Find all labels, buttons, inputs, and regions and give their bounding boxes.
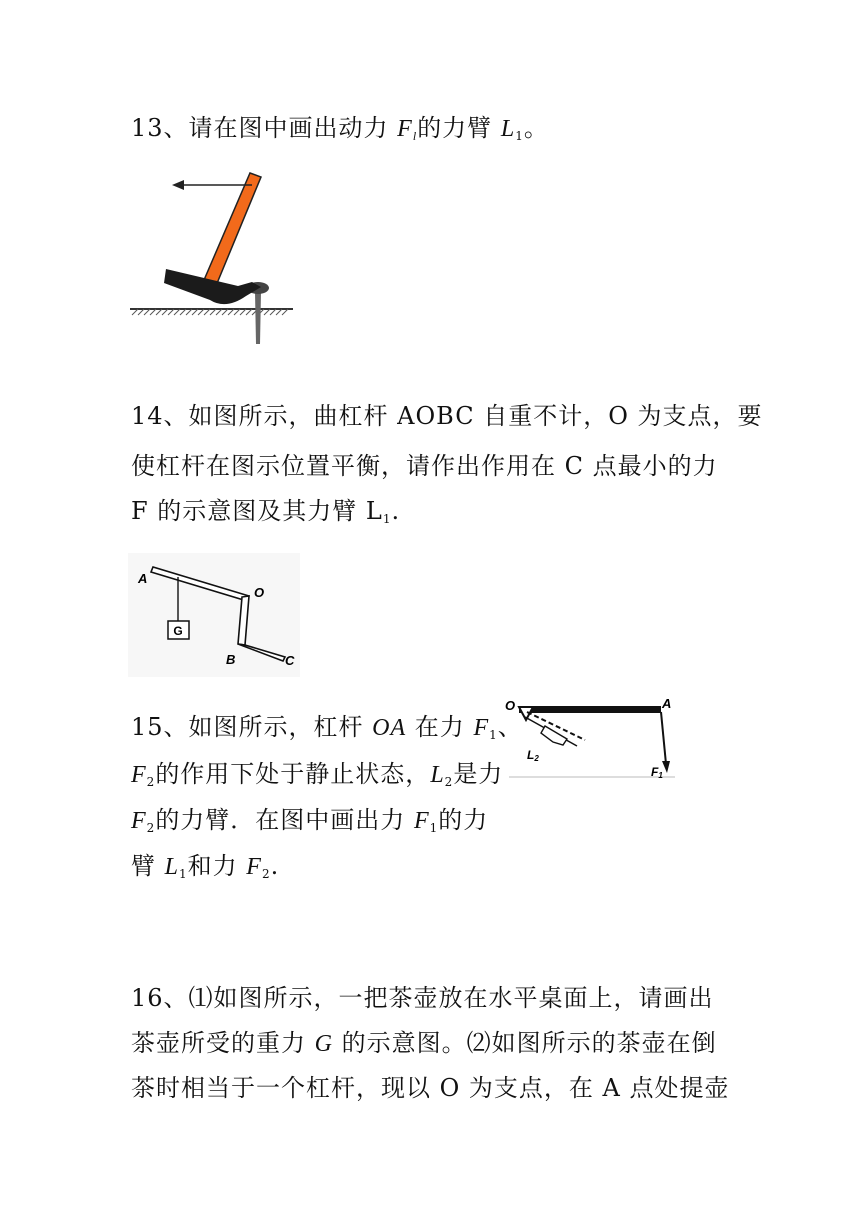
q13-arm-symbol: L [500, 116, 516, 142]
q15-line1-end: 、 [497, 713, 523, 741]
q15-label-f1: F1 [651, 765, 663, 780]
q14-line3-lead: F 的示意图及其力臂 L [131, 497, 383, 525]
q15-lever-oa [519, 706, 661, 713]
q15-line4-l: L [164, 854, 179, 880]
q15-line4-f: F [246, 854, 262, 880]
q16-line2 [131, 1027, 717, 1060]
q15-label-a: A [662, 696, 672, 711]
q16-line2-end: 的示意图。⑵如图所示的茶壶在倒 [332, 1029, 717, 1057]
q14-line3-end: . [391, 497, 401, 525]
q14-label-o: O [254, 585, 265, 600]
q14-label-g: G [173, 624, 183, 638]
q15-line1-lead: 15、如图所示，杠杆 [131, 713, 373, 741]
q15-line2-l-sub: 2 [444, 775, 454, 789]
q15-oa: OA [372, 715, 407, 741]
q16-line3-text: 茶时相当于一个杠杆，现以 O 为支点，在 A 点处提壶 [131, 1074, 730, 1102]
q15-line4-lead: 臂 [131, 852, 165, 880]
q15-label-o: O [505, 698, 516, 713]
q14-label-c: C [285, 653, 295, 668]
q15-label-l2: L2 [527, 748, 539, 763]
q15-line2-f: F [131, 762, 147, 788]
q15-line2-l: L [430, 762, 445, 788]
q15-f1-arrow-line [661, 712, 666, 764]
q15-line2-end: 是力 [453, 760, 504, 788]
q15-line1 [131, 711, 523, 744]
q14-line1-text: 14、如图所示，曲杠杆 AOBC 自重不计，O 为支点，要 [131, 402, 763, 430]
q13-nail [255, 292, 261, 344]
q15-line3-f: F [131, 808, 147, 834]
q15-line4-mid: 和力 [187, 852, 247, 880]
q15-lever-figure [505, 693, 685, 783]
q16-line1 [131, 982, 714, 1014]
q16-line3 [131, 1072, 730, 1104]
q15-line1-f: F [473, 715, 490, 741]
q13-force-arrow-head [172, 180, 184, 190]
q13-lead: 13、请在图中画出动力 [131, 114, 398, 142]
q15-line4-end: . [270, 852, 280, 880]
q14-line1 [131, 400, 763, 432]
q15-line2-f-sub: 2 [146, 775, 156, 789]
q15-line2-mid: 的作用下处于静止状态， [155, 760, 431, 788]
q13-hammer-figure [128, 168, 303, 350]
q15-line1-f-sub: 1 [489, 728, 498, 742]
q16-line2-lead: 茶壶所受的重力 [131, 1029, 315, 1057]
q16-line1-text: 16、⑴如图所示，一把茶壶放在水平桌面上，请画出 [131, 984, 714, 1012]
q15-line3-mid: 的力臂．在图中画出力 [155, 806, 414, 834]
q15-line2 [131, 758, 503, 791]
q15-line3 [131, 804, 488, 837]
q15-line3-f1: F [413, 808, 430, 834]
q13-force-symbol: F [397, 116, 413, 142]
q14-line3 [131, 495, 400, 527]
q15-line4-l-sub: 1 [179, 867, 188, 881]
q14-label-a: A [138, 571, 148, 586]
q14-line3-subscript: 1 [382, 512, 392, 526]
q15-line3-end: 的力 [438, 806, 489, 834]
q16-line2-g: G [314, 1031, 333, 1057]
q13-text [131, 112, 549, 145]
q13-mid: 的力臂 [417, 114, 501, 142]
q15-line1-mid: 在力 [406, 713, 474, 741]
q15-line3-f1-sub: 1 [429, 821, 439, 835]
q15-f1-arrow-head [662, 761, 670, 773]
q14-label-b: B [226, 652, 236, 667]
q13-hammer-handle [201, 173, 261, 293]
q15-line4 [131, 850, 279, 883]
q15-line4-f-sub: 2 [261, 867, 271, 881]
q13-end: 。 [523, 114, 549, 142]
q14-line2-text: 使杠杆在图示位置平衡，请作出作用在 C 点最小的力 [131, 452, 718, 480]
q14-lever-figure [128, 553, 300, 677]
q13-arm-subscript: 1 [515, 129, 524, 143]
q13-force-subscript: l [412, 129, 418, 143]
q14-line2 [131, 450, 718, 482]
q15-l2-bracket [541, 726, 567, 745]
q15-line3-f-sub: 2 [146, 821, 156, 835]
